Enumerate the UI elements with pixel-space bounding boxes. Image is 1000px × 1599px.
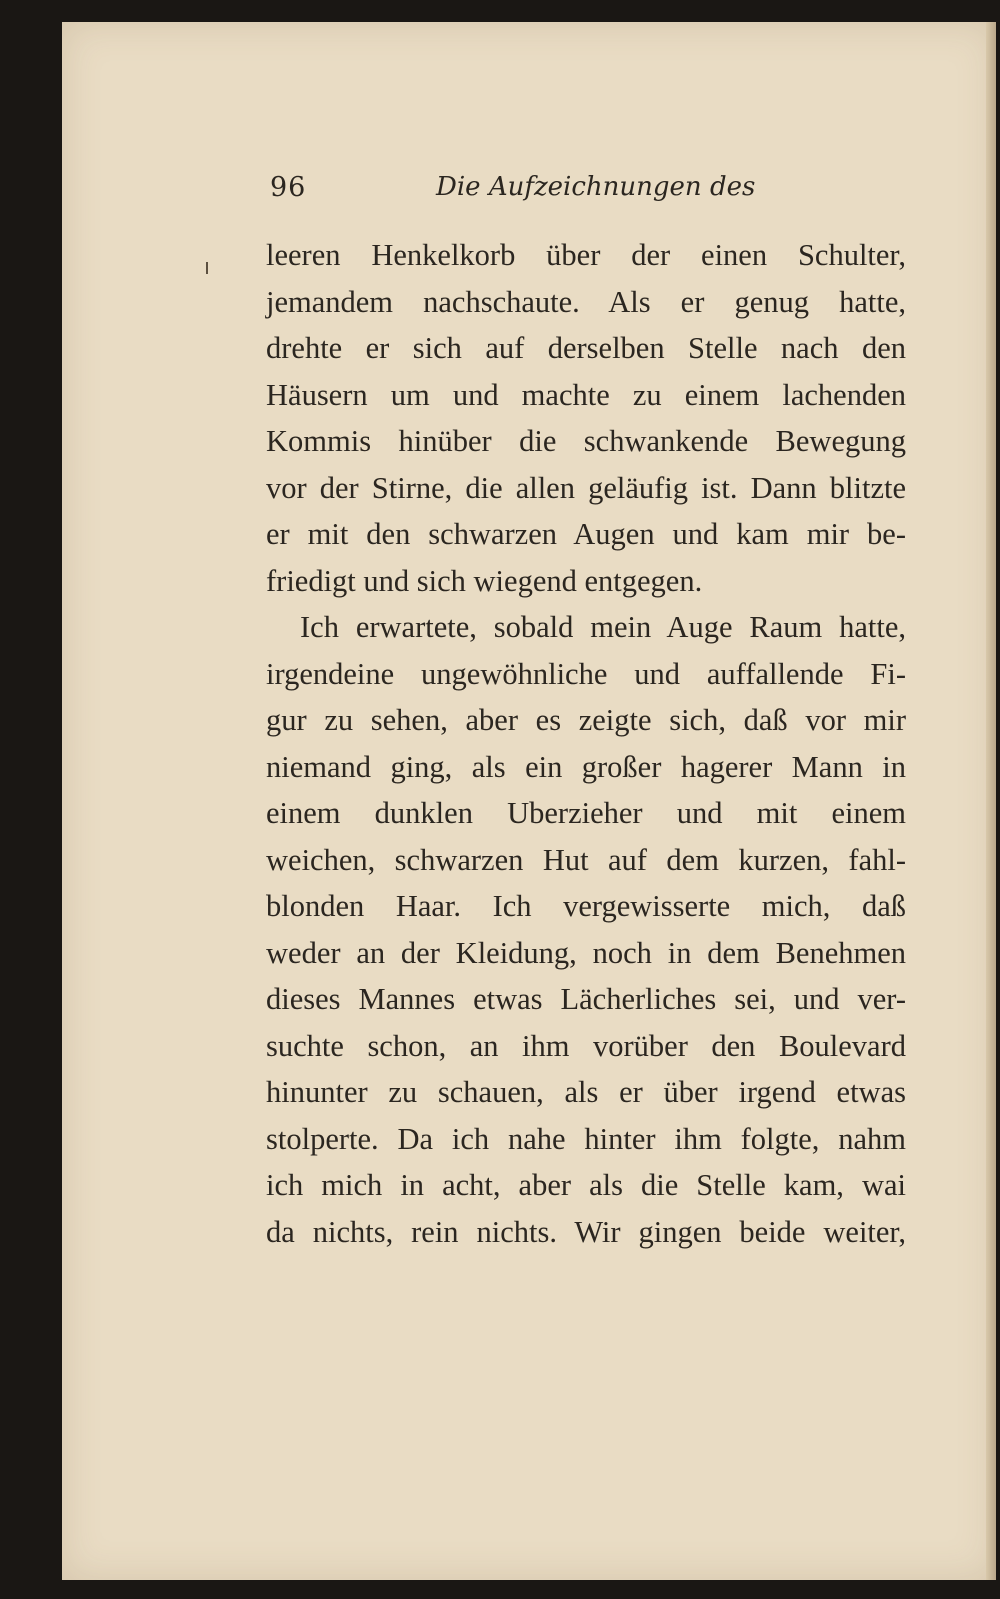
text-line: Kommis hinüber die schwankende Bewegung xyxy=(266,424,906,458)
text-line: weder an der Kleidung, noch in dem Benehmen xyxy=(266,935,906,970)
text-line: leeren Henkelkorb über der einen Schulter, xyxy=(266,238,906,272)
text-line: jemandem nachschaute. Als er genug hatte, xyxy=(266,284,906,319)
text-line: niemand ging, als ein großer hagerer Mann in xyxy=(266,749,906,784)
text-line: suchte schon, an ihm vorüber den Boulevard xyxy=(266,1028,906,1063)
text-line: gur zu sehen, aber es zeigte sich, daß vor mir xyxy=(266,703,906,737)
text-line: hinunter zu schauen, als er über irgend etwas xyxy=(266,1075,906,1109)
running-title: Die Aufzeichnungen des xyxy=(436,172,756,202)
text-line: drehte er sich auf derselben Stelle nach den xyxy=(266,331,906,365)
text-line: irgendeine ungewöhnliche und auffallende Fi- xyxy=(266,656,906,691)
text-line: friedigt und sich wiegend entgegen. xyxy=(266,563,703,598)
text-line: Häusern um und machte zu einem lachenden xyxy=(266,377,906,412)
page-number: 96 xyxy=(270,172,307,203)
text-line: vor der Stirne, die allen geläufig ist. Dann blitzte xyxy=(266,470,906,505)
text-line: Ich erwartete, sobald mein Auge Raum hatte, xyxy=(300,610,906,644)
text-line: er mit den schwarzen Augen und kam mir be- xyxy=(266,517,906,551)
text-line: weichen, schwarzen Hut auf dem kurzen, fahl- xyxy=(266,842,906,877)
text-line: ich mich in acht, aber als die Stelle kam, wai xyxy=(266,1168,906,1202)
page-header xyxy=(270,172,910,212)
margin-mark xyxy=(206,262,208,274)
page-edge xyxy=(986,22,996,1580)
paragraph xyxy=(266,232,906,604)
text-line: stolperte. Da ich nahe hinter ihm folgte, nahm xyxy=(266,1121,906,1156)
text-line: blonden Haar. Ich vergewisserte mich, daß xyxy=(266,889,906,923)
text-line: dieses Mannes etwas Lächerliches sei, und ver- xyxy=(266,982,906,1016)
text-line: da nichts, rein nichts. Wir gingen beide weiter, xyxy=(266,1214,906,1249)
body-text xyxy=(266,232,906,1255)
scan-border xyxy=(62,1580,1000,1599)
text-line: einem dunklen Uberzieher und mit einem xyxy=(266,796,906,830)
paragraph xyxy=(266,604,906,1255)
